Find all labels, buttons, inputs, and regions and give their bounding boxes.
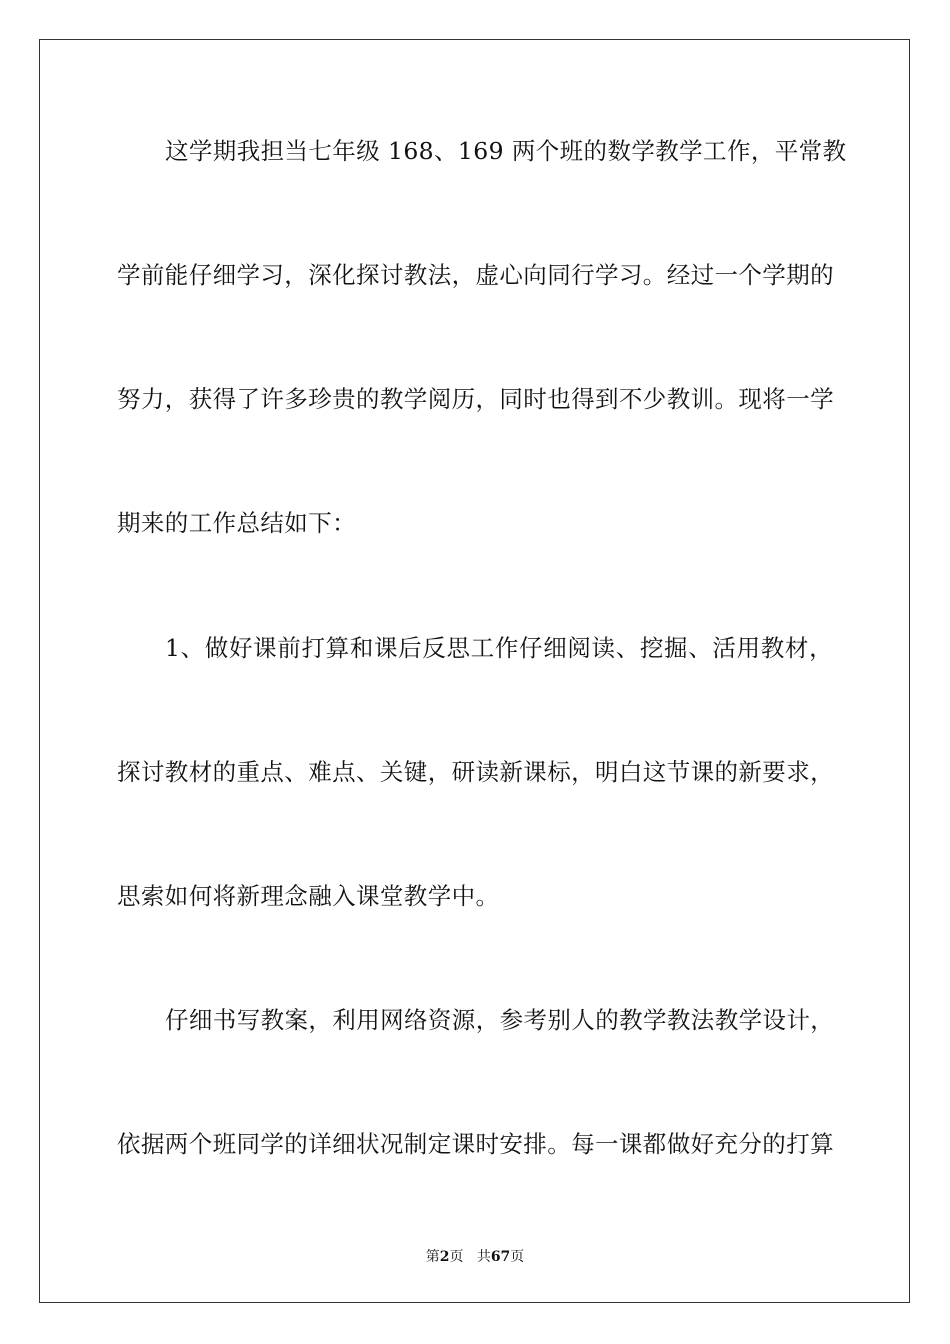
footer-page-number: 2 — [439, 1249, 450, 1265]
footer-page-prefix: 第 — [425, 1249, 440, 1265]
footer-page-suffix: 页 — [449, 1249, 464, 1265]
paragraph-2-line-3: 思索如何将新理念融入课堂教学中。 — [117, 882, 500, 910]
paragraph-2-line-1: 1、做好课前打算和课后反思工作仔细阅读、挖掘、活用教材， — [165, 634, 833, 662]
paragraph-2-line-2: 探讨教材的重点、难点、关键，研读新课标，明白这节课的新要求， — [117, 758, 834, 786]
footer-total-pages: 67 — [490, 1249, 511, 1265]
footer-total-suffix: 页 — [510, 1249, 525, 1265]
paragraph-3-line-2: 依据两个班同学的详细状况制定课时安排。每一课都做好充分的打算 — [117, 1130, 834, 1158]
page-footer — [0, 1248, 950, 1266]
paragraph-1-line-4: 期来的工作总结如下： — [117, 509, 356, 537]
page-border — [39, 39, 910, 1303]
paragraph-1-line-3: 努力，获得了许多珍贵的教学阅历，同时也得到不少教训。现将一学 — [117, 385, 834, 413]
paragraph-3-line-1: 仔细书写教案，利用网络资源，参考别人的教学教法教学设计， — [165, 1006, 835, 1034]
footer-total-prefix: 共 — [476, 1249, 491, 1265]
paragraph-1-line-1: 这学期我担当七年级 168、169 两个班的数学教学工作，平常教 — [165, 137, 847, 165]
paragraph-1-line-2: 学前能仔细学习，深化探讨教法，虚心向同行学习。经过一个学期的 — [117, 261, 834, 289]
